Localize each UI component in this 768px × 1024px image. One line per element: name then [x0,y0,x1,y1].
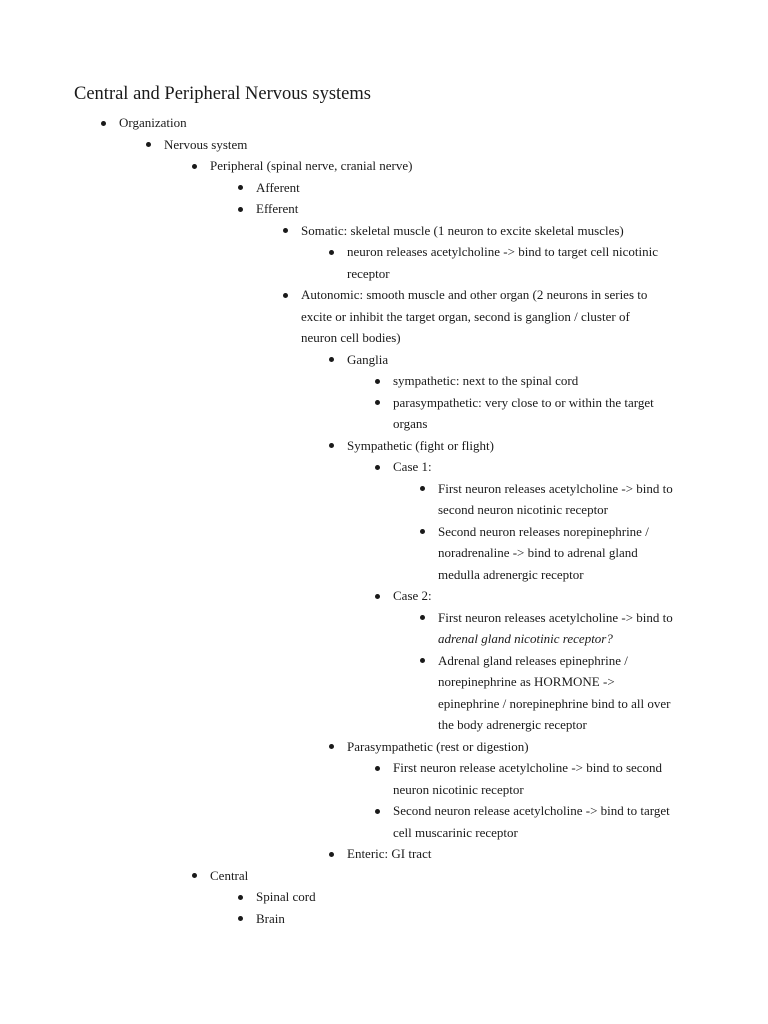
list-item-text: Autonomic: smooth muscle and other organ (2 neurons in series to [301,287,648,302]
list-item [301,284,647,349]
bullet-icon [238,916,243,921]
list-item [347,349,388,371]
bullet-icon [420,486,425,491]
list-item-text: Case 1: [393,459,432,474]
list-item-text: neuron cell bodies) [301,330,401,345]
list-item-text: noradrenaline -> bind to adrenal gland [438,545,638,560]
list-item [393,800,670,843]
list-item [210,865,248,887]
list-item [438,650,670,736]
list-item [393,392,654,435]
list-item-text: sympathetic: next to the spinal cord [393,373,579,388]
bullet-icon [101,121,106,126]
list-item-text: Enteric: GI tract [347,846,432,861]
list-item [347,241,658,284]
list-item-text: Second neuron release acetylcholine -> bind to target [393,803,670,818]
list-item [256,177,300,199]
list-item-text: Ganglia [347,351,389,367]
bullet-icon [375,594,380,599]
bullet-icon [283,228,288,233]
list-item [210,155,412,177]
bullet-icon [238,185,243,190]
list-item-text: medulla adrenergic receptor [438,566,584,582]
list-item [393,757,662,800]
bullet-icon [420,658,425,663]
bullet-icon [375,379,380,384]
bullet-icon [375,465,380,470]
list-item-text: Brain [256,910,285,926]
list-item [256,908,285,930]
list-item [438,521,649,586]
list-item [393,585,432,607]
list-item-text: norepinephrine as HORMONE -> [438,674,615,689]
list-item-text: organs [393,416,428,431]
list-item-text: parasympathetic: very close to or within the target [393,394,654,410]
bullet-icon [329,443,334,448]
list-item-text: the body adrenergic receptor [438,717,587,732]
bullet-icon [329,744,334,749]
list-item-text: Sympathetic (fight or flight) [347,437,494,453]
bullet-icon [329,852,334,857]
list-item-text: Peripheral (spinal nerve, cranial nerve) [210,158,413,173]
list-item-text: Second neuron releases norepinephrine / [438,523,649,539]
list-item [393,370,578,392]
bullet-icon [283,293,288,298]
page-title: Central and Peripheral Nervous systems [74,84,371,104]
list-item-text: excite or inhibit the target organ, second is ganglion / cluster of [301,308,630,324]
list-item-text: Nervous system [164,136,248,152]
bullet-icon [192,873,197,878]
list-item-text: Efferent [256,201,299,216]
list-item-text: neuron nicotinic receptor [393,781,524,797]
bullet-icon [329,357,334,362]
list-item-text: neuron releases acetylcholine -> bind to target cell nicotinic [347,244,659,259]
list-item [256,886,316,908]
list-item [119,112,187,134]
bullet-icon [420,529,425,534]
bullet-icon [329,250,334,255]
bullet-icon [238,895,243,900]
list-item [438,478,673,521]
list-item-text: receptor [347,265,390,281]
list-item-text: Somatic: skeletal muscle (1 neuron to excite skeletal muscles) [301,222,624,238]
list-item-text: Case 2: [393,588,432,603]
list-item-text: Organization [119,115,187,130]
list-item-text: Spinal cord [256,889,316,904]
list-item [393,456,432,478]
list-item-text: First neuron release acetylcholine -> bind to second [393,760,663,775]
list-item-text: Parasympathetic (rest or digestion) [347,738,529,754]
list-item-text: cell muscarinic receptor [393,824,518,840]
bullet-icon [192,164,197,169]
bullet-icon [375,400,380,405]
list-item [347,843,431,865]
list-item [347,435,494,457]
list-item [438,607,673,650]
list-item [301,220,624,242]
list-item [164,134,247,156]
bullet-icon [375,766,380,771]
list-item-text: epinephrine / norepinephrine bind to all over [438,695,671,711]
bullet-icon [420,615,425,620]
list-item-text: Central [210,867,249,883]
list-item-text: First neuron releases acetylcholine -> bind to [438,609,673,625]
list-item-text: Afferent [256,179,300,195]
list-item-text: second neuron nicotinic receptor [438,502,609,517]
list-item [347,736,529,758]
bullet-icon [146,142,151,147]
list-item-text: First neuron releases acetylcholine -> bind to [438,480,673,496]
list-item-text: Adrenal gland releases epinephrine / [438,652,628,668]
list-item [256,198,298,220]
bullet-icon [375,809,380,814]
bullet-icon [238,207,243,212]
list-item-text: adrenal gland nicotinic receptor? [438,631,613,646]
